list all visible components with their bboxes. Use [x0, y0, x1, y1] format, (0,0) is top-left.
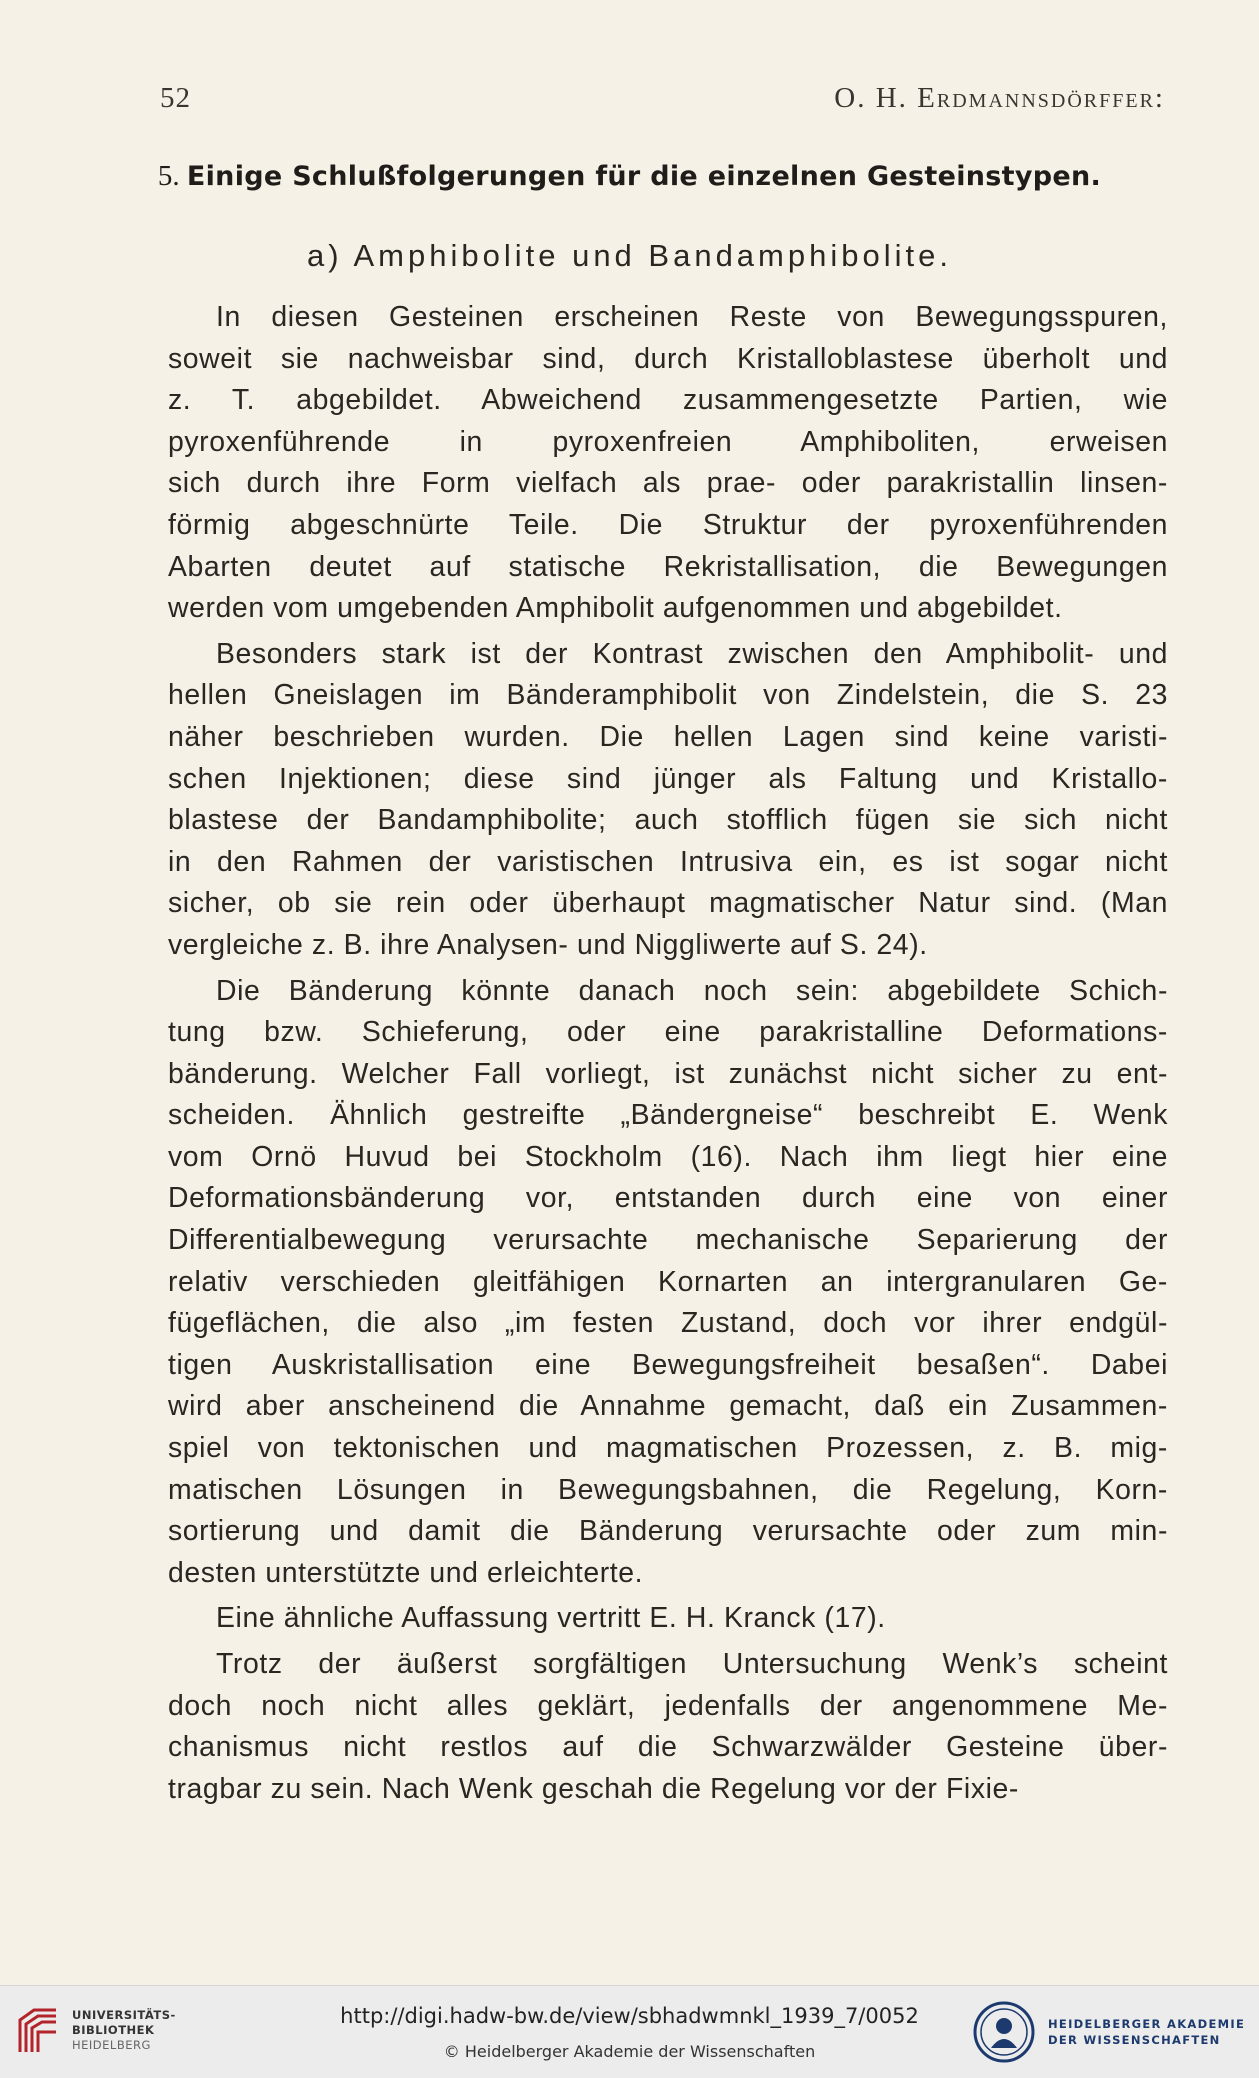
text-line: in den Rahmen der varistischen Intrusiva ein, es ist sogar nicht — [168, 845, 1168, 878]
text-line: hellen Gneislagen im Bänderamphibolit von Zindelstein, die S. 23 — [168, 679, 1168, 712]
text-line: tung bzw. Schieferung, oder eine parakristalline Deformations- — [168, 1016, 1168, 1049]
text-line: Besonders stark ist der Kontrast zwischen den Amphibolit- und — [216, 637, 1168, 670]
text-line: wird aber anscheinend die Annahme gemacht, daß ein Zusammen- — [168, 1390, 1168, 1423]
paragraph — [168, 971, 1168, 1595]
academy-name-line-1: HEIDELBERGER AKADEMIE — [1048, 2017, 1246, 2031]
text-line: tigen Auskristallisation eine Bewegungsfreiheit besaßen“. Dabei — [168, 1348, 1168, 1381]
academy-seal-icon — [972, 2000, 1036, 2064]
text-line: pyroxenführende in pyroxenfreien Amphiboliten, erweisen — [168, 425, 1168, 458]
section-title: Einige Schlußfolgerungen für die einzelnen Gesteinstypen. — [186, 161, 1102, 192]
text-line: förmig abgeschnürte Teile. Die Struktur der pyroxenführenden — [168, 508, 1168, 541]
running-head-author: O. H. Erdmannsdörffer: — [834, 82, 1165, 114]
text-line: vergleiche z. B. ihre Analysen- und Niggliwerte auf S. 24). — [168, 928, 928, 961]
text-line: soweit sie nachweisbar sind, durch Kristalloblastese überholt und — [168, 342, 1168, 375]
text-line: In diesen Gesteinen erscheinen Reste von Bewegungsspuren, — [216, 301, 1168, 333]
permalink-url[interactable]: http://digi.hadw-bw.de/view/sbhadwmnkl_1939_7/0052 — [340, 2004, 919, 2028]
text-line: matischen Lösungen in Bewegungsbahnen, die Regelung, Korn- — [168, 1473, 1168, 1506]
paragraph — [168, 297, 1168, 630]
text-line: bänderung. Welcher Fall vorliegt, ist zunächst nicht sicher zu ent- — [168, 1057, 1168, 1090]
text-line: schen Injektionen; diese sind jünger als Faltung und Kristallo- — [168, 762, 1168, 795]
text-line: desten unterstützte und erleichterte. — [168, 1556, 644, 1589]
text-line: näher beschrieben wurden. Die hellen Lagen sind keine varisti- — [168, 720, 1168, 753]
paragraph — [168, 1598, 1168, 1640]
library-name-line-2: BIBLIOTHEK — [72, 2023, 155, 2037]
text-line: Die Bänderung könnte danach noch sein: abgebildete Schich- — [216, 974, 1168, 1007]
text-line: sicher, ob sie rein oder überhaupt magmatischer Natur sind. (Man — [168, 887, 1168, 920]
text-line: werden vom umgebenden Amphibolit aufgenommen und abgebildet. — [168, 592, 1063, 625]
section-number: 5. — [157, 160, 180, 192]
paragraph — [168, 1644, 1168, 1810]
body-text — [168, 297, 1168, 1810]
text-line: Abarten deutet auf statische Rekristallisation, die Bewegungen — [168, 550, 1168, 583]
library-name-line-1: UNIVERSITÄTS- — [72, 2008, 176, 2022]
section-heading — [0, 160, 1259, 193]
academy-name-line-2: DER WISSENSCHAFTEN — [1048, 2033, 1221, 2047]
library-name-line-3: HEIDELBERG — [72, 2038, 151, 2052]
text-line: sortierung und damit die Bänderung verursachte oder zum min- — [168, 1515, 1168, 1548]
subsection-heading: a) Amphibolite und Bandamphibolite. — [307, 238, 952, 273]
footer-bar — [0, 1985, 1259, 2078]
text-line: chanismus nicht restlos auf die Schwarzwälder Gesteine über- — [168, 1731, 1168, 1764]
running-head — [160, 82, 1165, 122]
text-line: doch noch nicht alles geklärt, jedenfalls der angenommene Me- — [168, 1689, 1168, 1722]
copyright-notice: © Heidelberger Akademie der Wissenschaften — [443, 2042, 816, 2061]
text-line: spiel von tektonischen und magmatischen Prozessen, z. B. mig- — [168, 1432, 1168, 1465]
text-line: z. T. abgebildet. Abweichend zusammengesetzte Partien, wie — [168, 384, 1168, 417]
text-line: scheiden. Ähnlich gestreifte „Bändergneise“ beschreibt E. Wenk — [168, 1099, 1168, 1132]
text-line: Trotz der äußerst sorgfältigen Untersuchung Wenk’s scheint — [216, 1648, 1168, 1680]
text-line: relativ verschieden gleitfähigen Kornarten an intergranularen Ge- — [168, 1265, 1168, 1298]
text-line: tragbar zu sein. Nach Wenk geschah die Regelung vor der Fixie- — [168, 1772, 1019, 1805]
text-line: fügeflächen, die also „im festen Zustand, doch vor ihrer endgül- — [168, 1307, 1168, 1340]
text-line: Differentialbewegung verursachte mechanische Separierung der — [168, 1224, 1168, 1257]
page-number: 52 — [160, 82, 191, 114]
text-line: sich durch ihre Form vielfach als prae- oder parakristallin linsen- — [168, 467, 1168, 500]
academy-name — [1048, 2016, 1245, 2048]
text-line: Eine ähnliche Auffassung vertritt E. H. Kranck (17). — [216, 1602, 886, 1635]
text-line: blastese der Bandamphibolite; auch stofflich fügen sie sich nicht — [168, 804, 1168, 837]
paragraph — [168, 634, 1168, 967]
text-line: Deformationsbänderung vor, entstanden durch eine von einer — [168, 1182, 1168, 1215]
text-line: vom Ornö Huvud bei Stockholm (16). Nach ihm liegt hier eine — [168, 1140, 1168, 1173]
